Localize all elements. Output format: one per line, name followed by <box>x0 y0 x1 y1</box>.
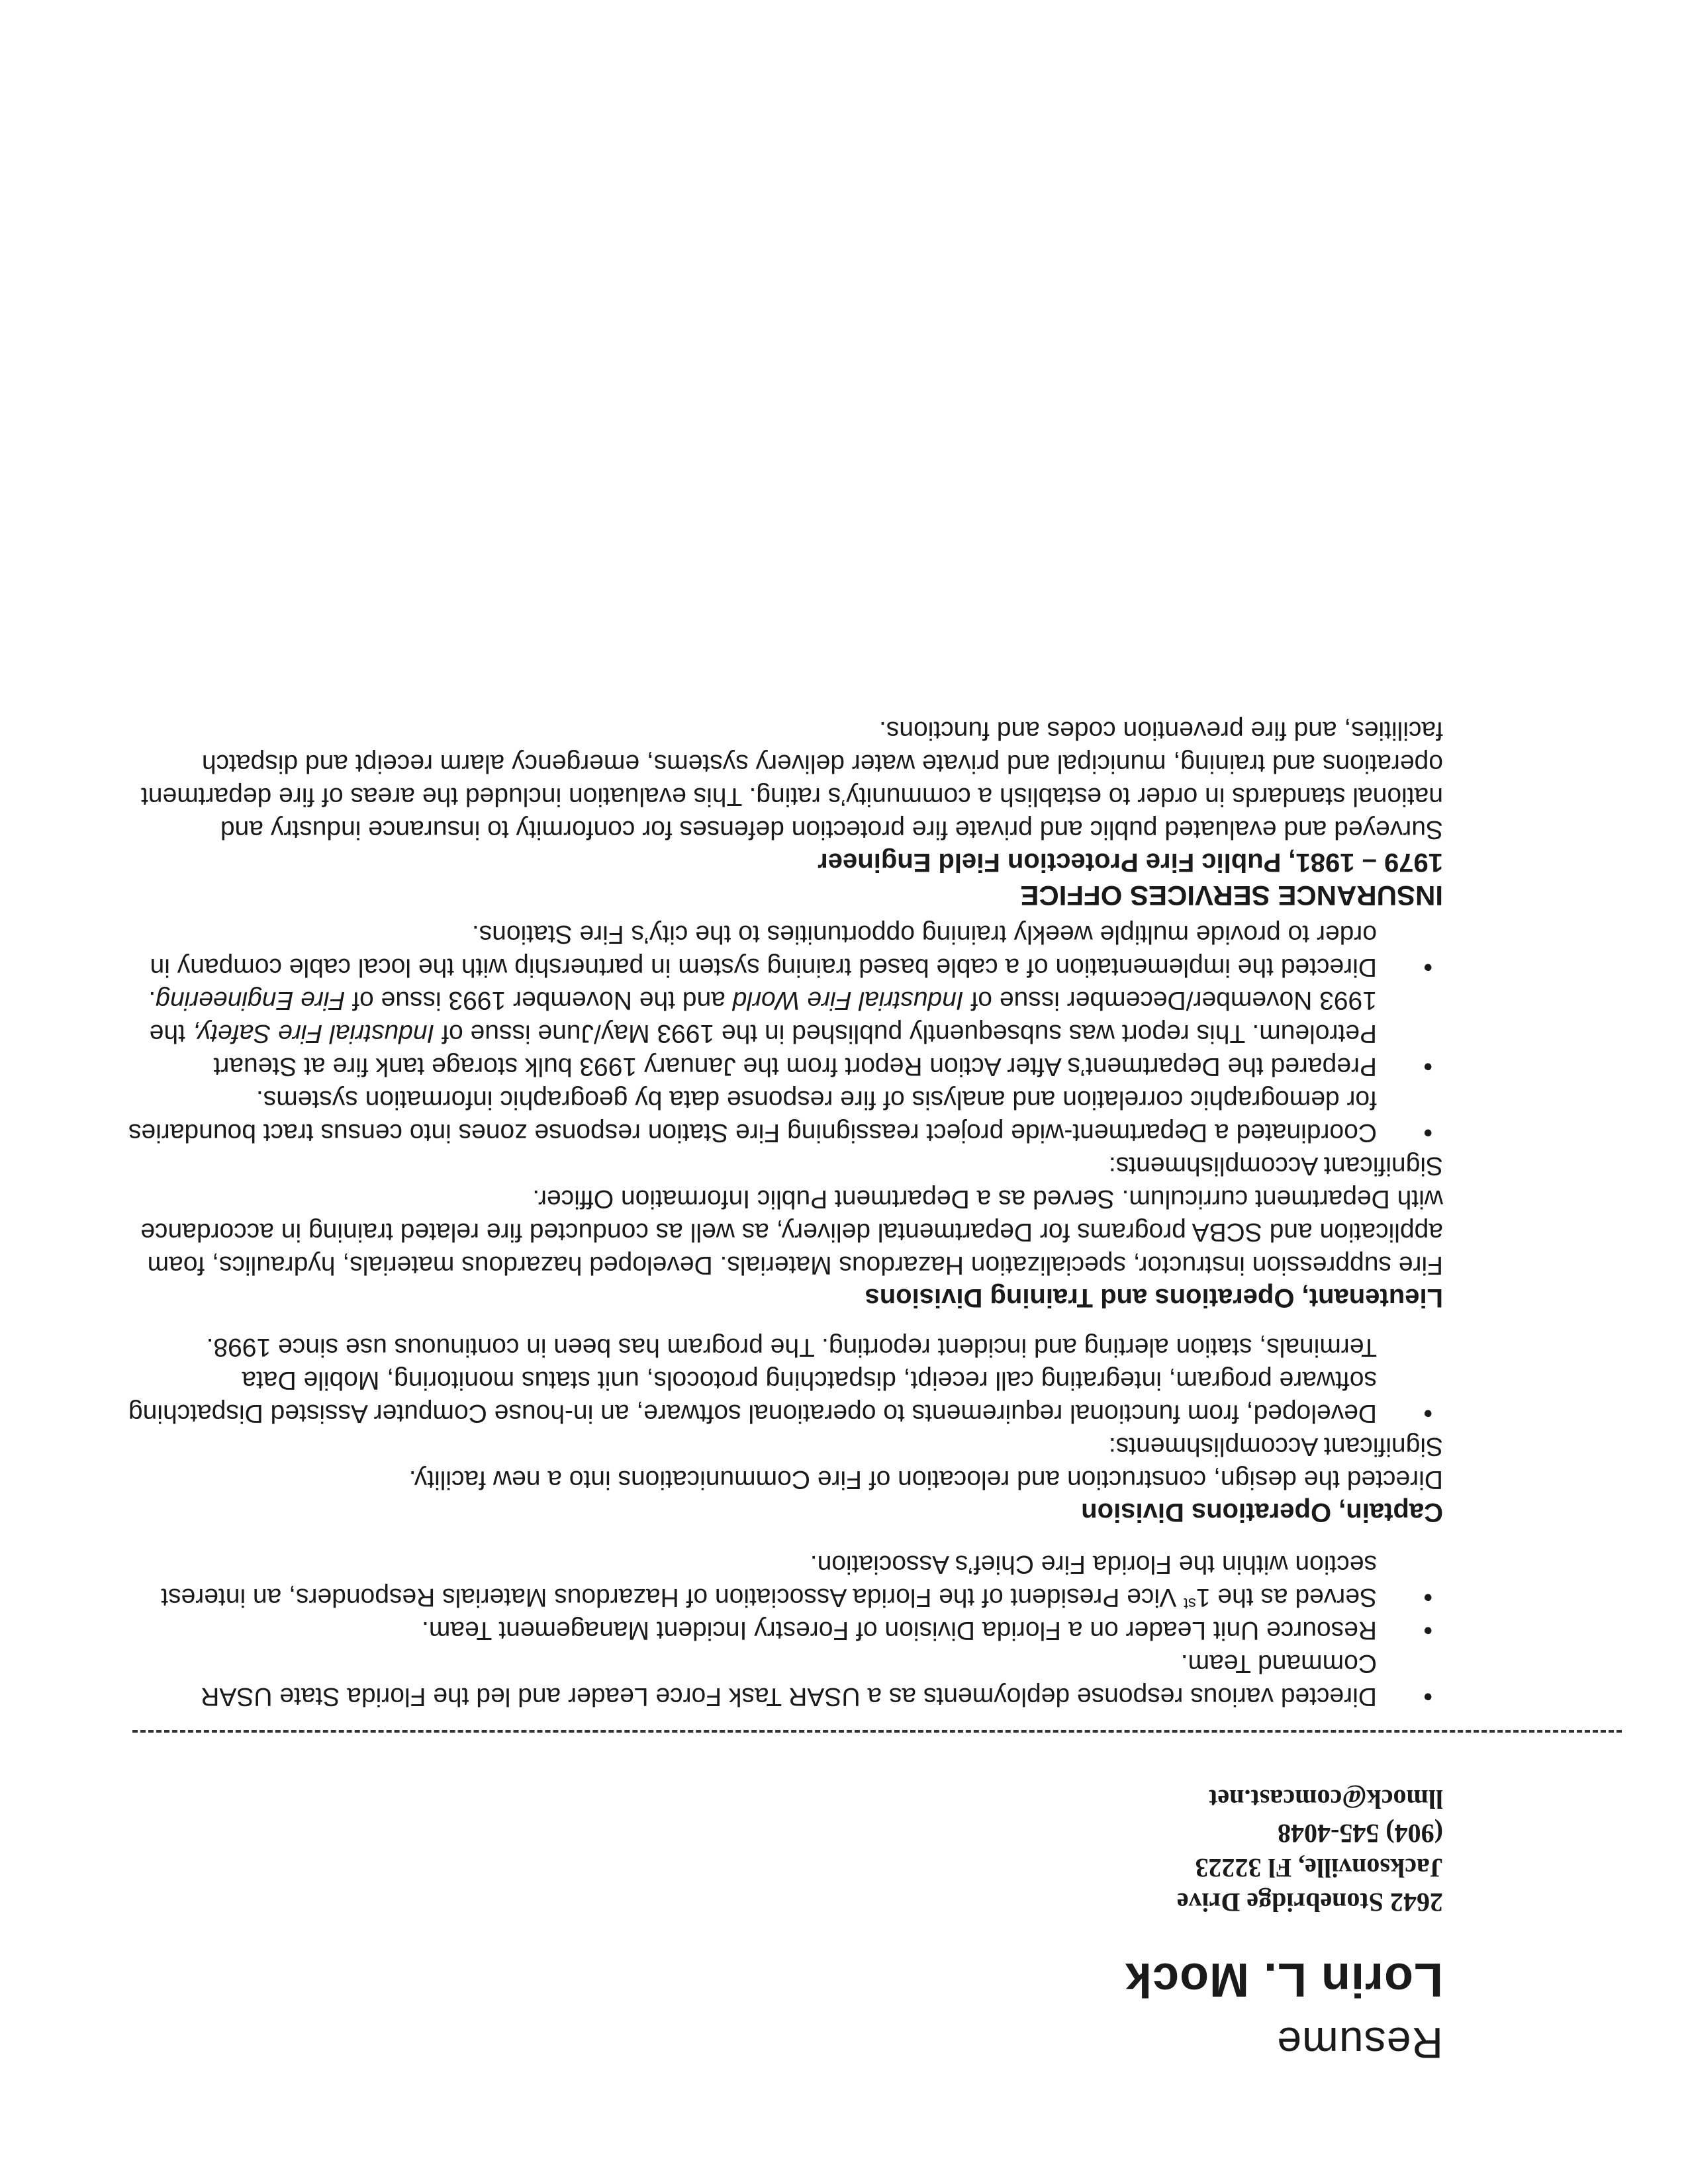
iso-position-heading: 1979 – 1981, Public Fire Protection Field Engineer <box>818 848 1443 877</box>
bullet-marker: • <box>1423 1682 1432 1711</box>
list-item <box>126 1547 1443 1614</box>
captain-accomplishments-label: Significant Accomplishments: <box>1108 1432 1443 1461</box>
bullet-text: Directed the implementation of a cable based training system in partnership with the local cable company in order to provide multiple weekly training opportunities to the city’s Fire Stations. <box>150 920 1377 981</box>
contact-block <box>1177 1782 1443 1919</box>
address-line: 2642 Stonebridge Drive <box>1176 1888 1443 1917</box>
city-line: Jacksonville, Fl 32223 <box>1195 1853 1443 1883</box>
bullet-marker: • <box>1423 1399 1432 1428</box>
iso-organization-heading: INSURANCE SERVICES OFFICE <box>1020 880 1443 911</box>
bullet-marker: • <box>1423 1118 1432 1147</box>
list-item <box>126 1647 1443 1713</box>
bullet-text: Directed various response deployments as a USAR Task Force Leader and led the Florida State USAR Command Team. <box>201 1649 1377 1711</box>
intro-bullet-list <box>126 1547 1443 1713</box>
captain-bullet-list <box>126 1330 1443 1430</box>
captain-heading: Captain, Operations Division <box>1081 1498 1443 1527</box>
iso-description: Surveyed and evaluated public and private fire protection defenses for conformity to insurance industry and national standards in order to establish a community’s rating. This evaluation included the areas of fire department operations and training, municipal and private water delivery systems, emergency alarm receipt and dispatch facilities, and fire prevention codes and functions. <box>140 716 1443 844</box>
bullet-text: Resource Unit Leader on a Florida Division of Forestry Incident Management Team. <box>422 1616 1377 1645</box>
bullet-marker: • <box>1423 953 1432 981</box>
list-item <box>126 983 1443 1083</box>
bullet-marker: • <box>1423 1616 1432 1645</box>
captain-description: Directed the design, construction and relocation of Fire Communications into a new facility. <box>408 1465 1443 1494</box>
resume-body <box>126 713 1443 1713</box>
lieutenant-bullet-list <box>126 917 1443 1149</box>
bullet-text-publication: Prepared the Department’s After Action Report from the January 1993 bulk storage tank fire at Steuart Petroleum. This report was subsequently published in the 1993 May/June issue of Industrial Fire Safety, the 1993 November/December issue of Industrial Fire World and the November 1993 issue of Fire Engineering. <box>148 986 1377 1081</box>
publication-title: Industrial Fire Safety, <box>192 1019 435 1048</box>
list-item <box>126 1083 1443 1149</box>
list-item <box>126 1330 1443 1430</box>
lieutenant-heading: Lieutenant, Operations and Training Divisions <box>865 1283 1443 1312</box>
document-title: Resume <box>1276 2019 1443 2068</box>
phone-line: (904) 545-4048 <box>1278 1819 1443 1848</box>
bullet-text-vp: Served as the 1st Vice President of the Florida Association of Hazardous Materials Responders, an interest section within the Florida Fire Chief’s Association. <box>161 1550 1377 1612</box>
lieutenant-accomplishments-label: Significant Accomplishments: <box>1108 1152 1443 1180</box>
list-item <box>126 917 1443 983</box>
list-item <box>126 1614 1443 1647</box>
applicant-name: Lorin L. Mock <box>1125 1953 1443 2006</box>
bullet-marker: • <box>1423 1052 1432 1081</box>
bullet-text: Developed, from functional requirements to operational software, an in-house Computer Assisted Dispatching software program, integrating call receipt, dispatching protocols, unit status monitoring, Mobile Data Terminals, station alerting and incident reporting. The program has been in continuous use since 1998. <box>128 1333 1377 1428</box>
dashed-divider <box>132 1730 1622 1733</box>
publication-title: Industrial Fire World <box>732 986 964 1015</box>
publication-title: Fire Engineering <box>156 986 346 1015</box>
email-line: llmock@comcast.net <box>1209 1784 1443 1814</box>
lieutenant-description: Fire suppression instructor, specialization Hazardous Materials. Developed hazardous materials, hydraulics, foam application and SCBA programs for Departmental delivery, as well as conducted fire related training in accordance with Department curriculum. Served as a Department Public Information Officer. <box>140 1185 1443 1279</box>
bullet-text: Coordinated a Department-wide project reassigning Fire Station response zones into census tract boundaries for demographic correlation and analysis of fire response data by geographic information systems. <box>128 1085 1377 1147</box>
bullet-marker: • <box>1423 1583 1432 1612</box>
